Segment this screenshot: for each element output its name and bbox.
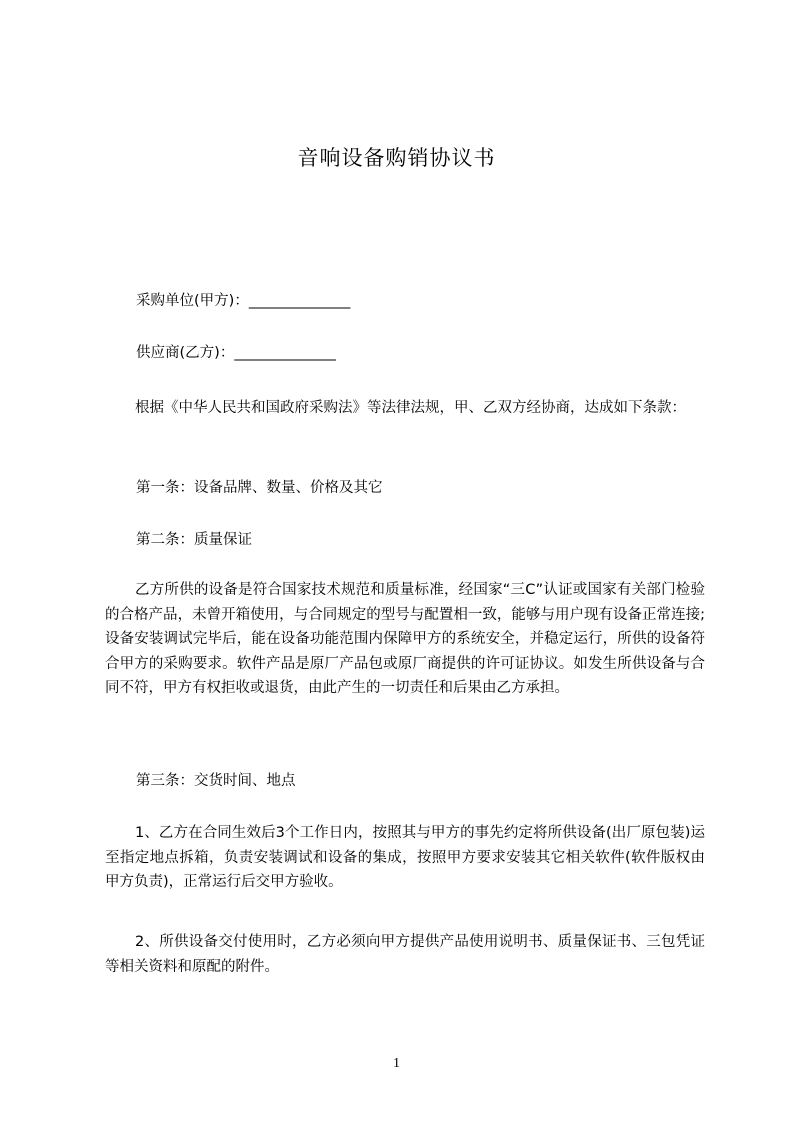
page-number: 1 [393, 1056, 400, 1071]
article1-heading: 第一条：设备品牌、数量、价格及其它 [136, 480, 383, 496]
intro-paragraph: 根据《中华人民共和国政府采购法》等法律法规，甲、乙双方经协商，达成如下条款： [135, 400, 686, 416]
document-title: 音响设备购销协议书 [297, 146, 496, 170]
article2-heading: 第二条：质量保证 [136, 532, 252, 548]
buyer-line: 采购单位(甲方)：______________ [136, 293, 351, 309]
article3-heading: 第三条：交货时间、地点 [136, 773, 296, 789]
supplier-line: 供应商(乙方)：______________ [136, 345, 336, 361]
article3-item2: 2、所供设备交付使用时，乙方必须向甲方提供产品使用说明书、质量保证书、三包凭证等相关资料和原配的附件。 [105, 934, 705, 975]
article2-body: 乙方所供的设备是符合国家技术规范和质量标准，经国家“三C”认证或国家有关部门检验的合格产品，未曾开箱使用，与合同规定的型号与配置相一致，能够与用户现有设备正常连接;设备安装调试完毕后，能在设备功能范围内保障甲方的系统安全，并稳定运行，所供的设备符合甲方的采购要求。软件产品是原厂产品包或原厂商提供的许可证协议。如发生所供设备与合同不符，甲方有权拒收或退货，由此产生的一切责任和后果由乙方承担。 [105, 582, 705, 696]
article3-item1: 1、乙方在合同生效后3个工作日内，按照其与甲方的事先约定将所供设备(出厂原包装)运至指定地点拆箱，负责安装调试和设备的集成，按照甲方要求安装其它相关软件(软件版权由甲方负责)，正常运行后交甲方验收。 [105, 825, 705, 890]
